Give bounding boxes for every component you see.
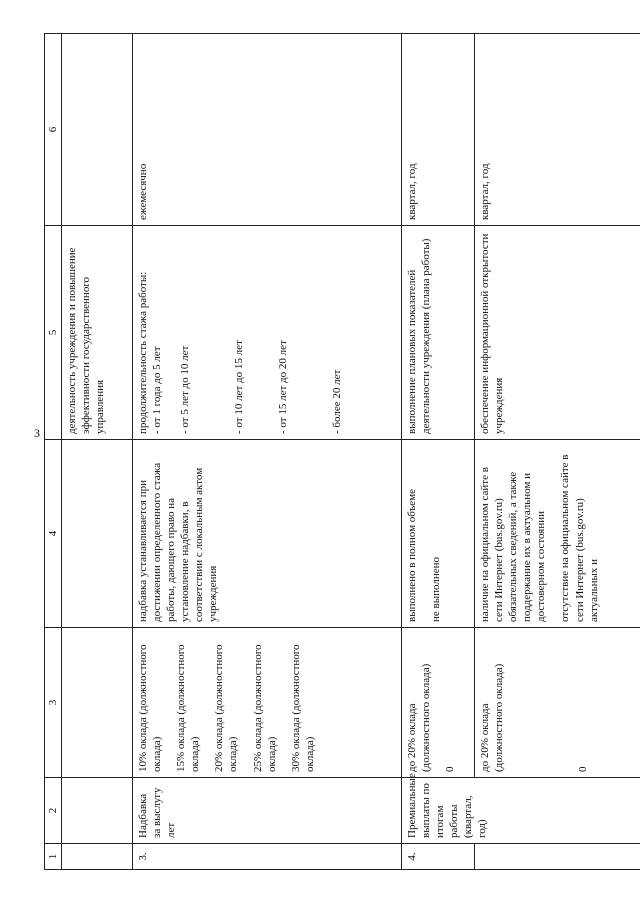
criteria-item: - более 20 лет bbox=[331, 369, 344, 434]
amount-item: до 20% оклада (должностного оклада) bbox=[406, 663, 433, 772]
header-col-3: 3 bbox=[45, 628, 62, 778]
payment-name: Премиальные выплаты по итогам работы (квартал, год) bbox=[402, 778, 640, 844]
condition-item: выполнено в полном объеме bbox=[406, 488, 419, 622]
header-col-1: 1 bbox=[45, 844, 62, 870]
row-number: 4. bbox=[402, 844, 475, 870]
criteria-item: - от 15 лет до 20 лет bbox=[277, 340, 290, 434]
payment-amounts bbox=[133, 628, 402, 778]
amount-item: 0 bbox=[444, 766, 457, 772]
header-col-4: 4 bbox=[45, 440, 62, 628]
payment-criteria: выполнение плановых показателей деятельности учреждения (плана работы) bbox=[402, 226, 475, 440]
amount-item: 20% оклада (должностного оклада) bbox=[213, 644, 240, 772]
payment-name: Надбавка за выслугу лет bbox=[133, 778, 402, 844]
header-row bbox=[45, 34, 62, 870]
table-row bbox=[402, 34, 475, 870]
table-row bbox=[475, 34, 640, 870]
payment-criteria bbox=[133, 226, 402, 440]
amount-item: 15% оклада (должностного оклада) bbox=[175, 644, 202, 772]
payment-condition: надбавка устанавливается при достижении определенного стажа работы, дающего право на установление надбавки, в соответствии с локальным актом учреждения bbox=[133, 440, 402, 628]
condition-item: наличие на официальном сайте в сети Интернет (bus.gov.ru) обязательных сведений, а также поддержание их в актуальном и достоверном состоянии bbox=[479, 467, 548, 622]
header-col-6: 6 bbox=[45, 34, 62, 226]
amount-item: 10% оклада (должностного оклада) bbox=[137, 644, 164, 772]
amount-item: 30% оклада (должностного оклада) bbox=[289, 644, 316, 772]
criteria-heading: продолжительность стажа работы: bbox=[137, 271, 150, 434]
payment-criteria: обеспечение информационной открытости учреждения bbox=[475, 226, 640, 440]
payments-table bbox=[44, 33, 640, 870]
payment-period: квартал, год bbox=[475, 34, 640, 226]
header-col-5: 5 bbox=[45, 226, 62, 440]
condition-item: не выполнено bbox=[430, 557, 443, 622]
amount-item: 0 bbox=[577, 766, 590, 772]
payment-condition bbox=[475, 440, 640, 628]
amount-item: до 20% оклада (должностного оклада) bbox=[479, 663, 506, 772]
payment-amounts bbox=[475, 628, 640, 778]
header-col-2: 2 bbox=[45, 778, 62, 844]
payment-amounts bbox=[402, 628, 475, 778]
page-number: 3 bbox=[34, 426, 40, 440]
row-number: 3. bbox=[133, 844, 402, 870]
continuation-row bbox=[62, 34, 133, 870]
criteria-item: - от 5 лет до 10 лет bbox=[179, 345, 192, 434]
table-row bbox=[133, 34, 402, 870]
condition-item: отсутствие на официальном сайте в сети Интернет (bus.gov.ru) актуальных и bbox=[559, 454, 600, 622]
criteria-item: - от 10 лет до 15 лет bbox=[233, 340, 246, 434]
rotated-table-container bbox=[44, 34, 614, 870]
payment-condition bbox=[402, 440, 475, 628]
payment-period: квартал, год bbox=[402, 34, 475, 226]
amount-item: 25% оклада (должностного оклада) bbox=[251, 644, 278, 772]
payment-period: ежемесячно bbox=[133, 34, 402, 226]
criteria-item: - от 1 года до 5 лет bbox=[151, 346, 164, 434]
continuation-criterion: деятельность учреждения и повышение эффективности государственного управления bbox=[62, 226, 133, 440]
